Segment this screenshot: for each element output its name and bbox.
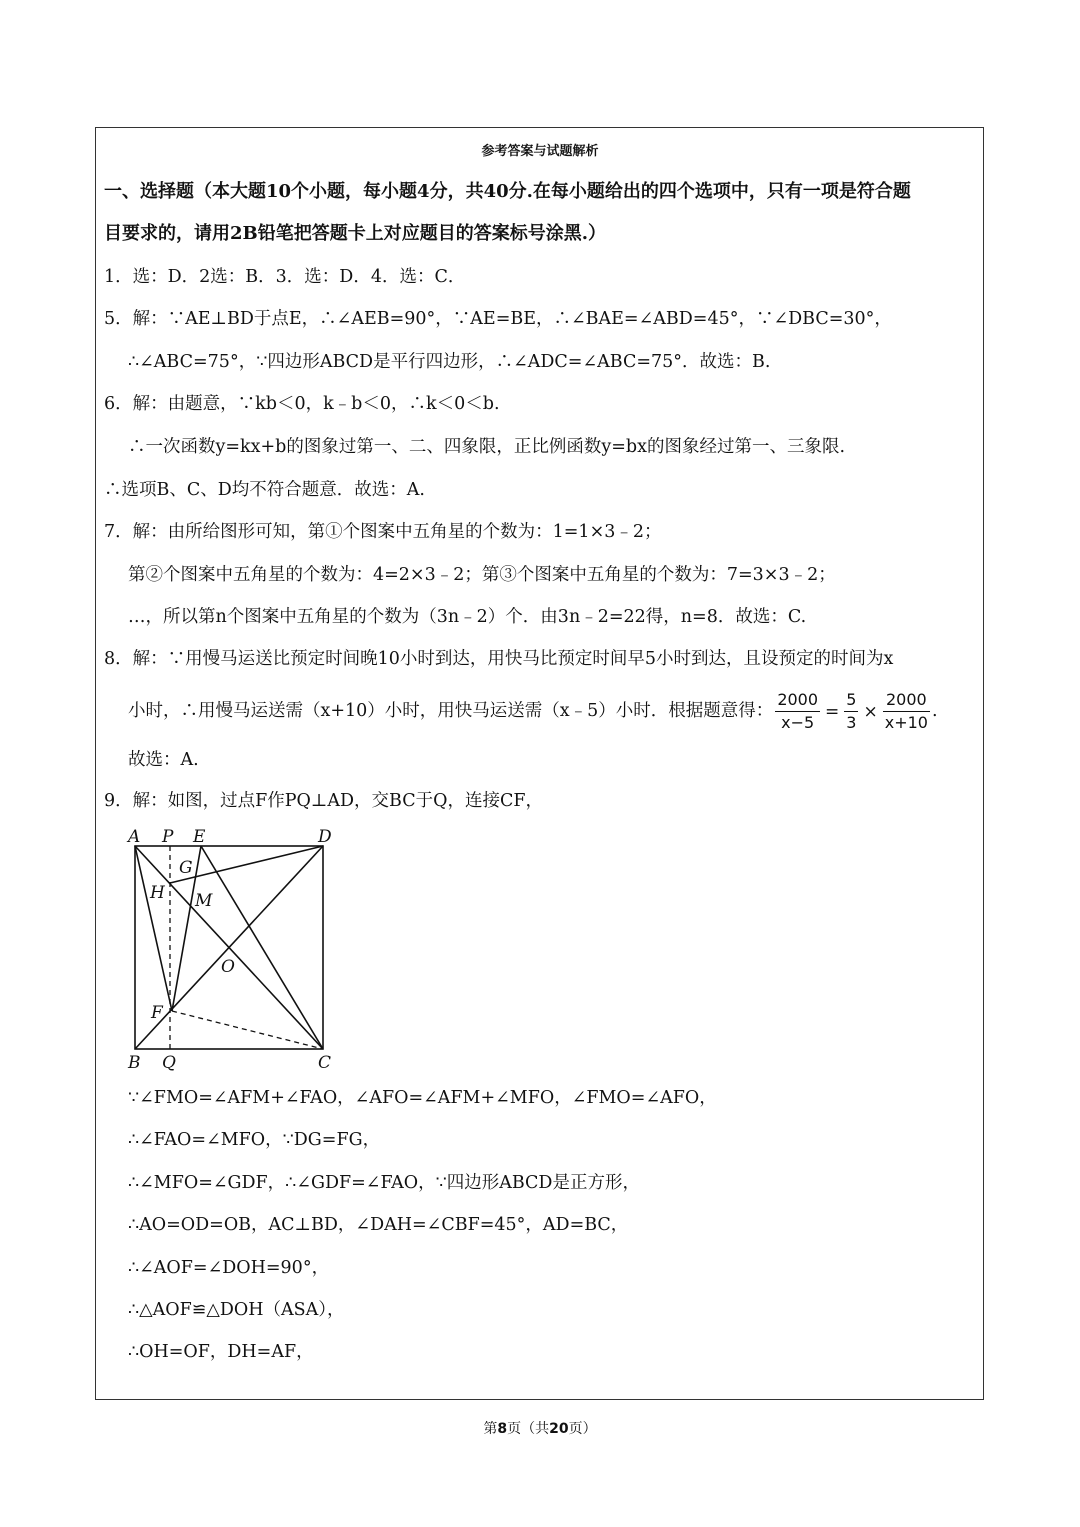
q6-line3: ∴选项B、C、D均不符合题意．故选：A. [104,480,425,500]
page-title: 参考答案与试题解析 [481,144,599,159]
q9-step-2: ∴∠FAO=∠MFO，∵DG=FG， [128,1130,381,1150]
q7-line2: 第②个图案中五角星的个数为：4=2×3﹣2；第③个图案中五角星的个数为：7=3×3﹣2； [128,565,836,585]
section-heading-line1: 一、选择题（本大题10个小题，每小题4分，共40分.在每小题给出的四个选项中，只有一项是符合题 [104,181,911,202]
fraction-2-numerator: 5 [844,689,858,712]
geometry-figure [120,820,350,1080]
label-q: Q [162,1053,176,1073]
fraction-3-numerator: 2000 [883,689,930,712]
q8-line2-text: 小时，∴用慢马运送需（x+10）小时，用快马运送需（x﹣5）小时．根据题意得： [128,701,774,721]
footer-mid: 页（共 [507,1421,550,1437]
footer-total-pages: 20 [549,1421,569,1437]
label-m: M [195,891,213,911]
q7-line1: 7．解：由所给图形可知，第①个图案中五角星的个数为：1=1×3﹣2； [104,522,662,542]
q5-line2: ∴∠ABC=75°，∵四边形ABCD是平行四边形，∴∠ADC=∠ABC=75°．故选：B. [128,352,771,372]
segment-ec [201,846,323,1049]
q9-line1: 9．解：如图，过点F作PQ⊥AD，交BC于Q，连接CF， [104,791,543,811]
q8-line1: 8．解：∵用慢马运送比预定时间晚10小时到达，用快马比预定时间早5小时到达，且设预定的时间为x [104,649,894,669]
page-footer [0,1418,1080,1438]
times-sign: × [863,701,878,722]
fraction-3 [883,689,930,734]
equals-sign: = [825,701,840,722]
q9-step-1: ∵∠FMO=∠AFM+∠FAO，∠AFO=∠AFM+∠MFO，∠FMO=∠AFO， [128,1088,717,1108]
fraction-1 [775,689,820,734]
label-g: G [179,858,193,878]
q8-line3: 故选：A. [128,750,199,770]
fraction-2 [844,689,858,734]
label-h: H [150,883,165,903]
label-d: D [318,827,332,847]
label-o: O [221,957,235,977]
label-p: P [162,827,174,847]
q5-line1: 5．解：∵AE⊥BD于点E，∴∠AEB=90°，∵AE=BE，∴∠BAE=∠ABD=45°，∵∠DBC=30°， [104,309,892,329]
label-e: E [193,827,206,847]
fraction-2-denominator: 3 [846,713,857,732]
q9-step-6: ∴△AOF≌△DOH（ASA）， [128,1300,345,1320]
footer-page-number: 8 [497,1421,508,1437]
q7-line3: …，所以第n个图案中五角星的个数为（3n﹣2）个．由3n﹣2=22得，n=8．故选：C. [128,607,807,627]
label-f: F [151,1003,163,1023]
section-heading-line2: 目要求的，请用2B铅笔把答题卡上对应题目的答案标号涂黑.） [104,223,607,244]
equation-period: . [931,701,938,721]
label-a: A [128,827,141,847]
q8-line2 [128,686,938,737]
answers-q1-4: 1．选：D．2选：B．3．选：D．4．选：C． [104,267,466,287]
segment-af [135,846,172,1011]
q6-line2: ∴一次函数y=kx+b的图象过第一、二、四象限，正比例函数y=bx的图象经过第一、三象限. [128,437,846,457]
q9-step-7: ∴OH=OF，DH=AF， [128,1342,314,1362]
footer-prefix: 第 [483,1421,498,1437]
segment-hd [170,846,323,883]
q9-step-4: ∴AO=OD=OB，AC⊥BD，∠DAH=∠CBF=45°，AD=BC， [128,1215,629,1235]
footer-suffix: 页） [568,1421,597,1437]
fraction-3-denominator: x+10 [884,713,928,732]
segment-fc-dashed [172,1011,323,1049]
label-b: B [128,1053,141,1073]
label-c: C [318,1053,332,1073]
q9-step-3: ∴∠MFO=∠GDF，∴∠GDF=∠FAO，∵四边形ABCD是正方形， [128,1173,640,1193]
fraction-1-numerator: 2000 [775,689,820,712]
q6-line1: 6．解：由题意，∵kb＜0，k﹣b＜0，∴k＜0＜b. [104,394,500,414]
fraction-1-denominator: x−5 [781,713,815,732]
q9-step-5: ∴∠AOF=∠DOH=90°， [128,1258,330,1278]
